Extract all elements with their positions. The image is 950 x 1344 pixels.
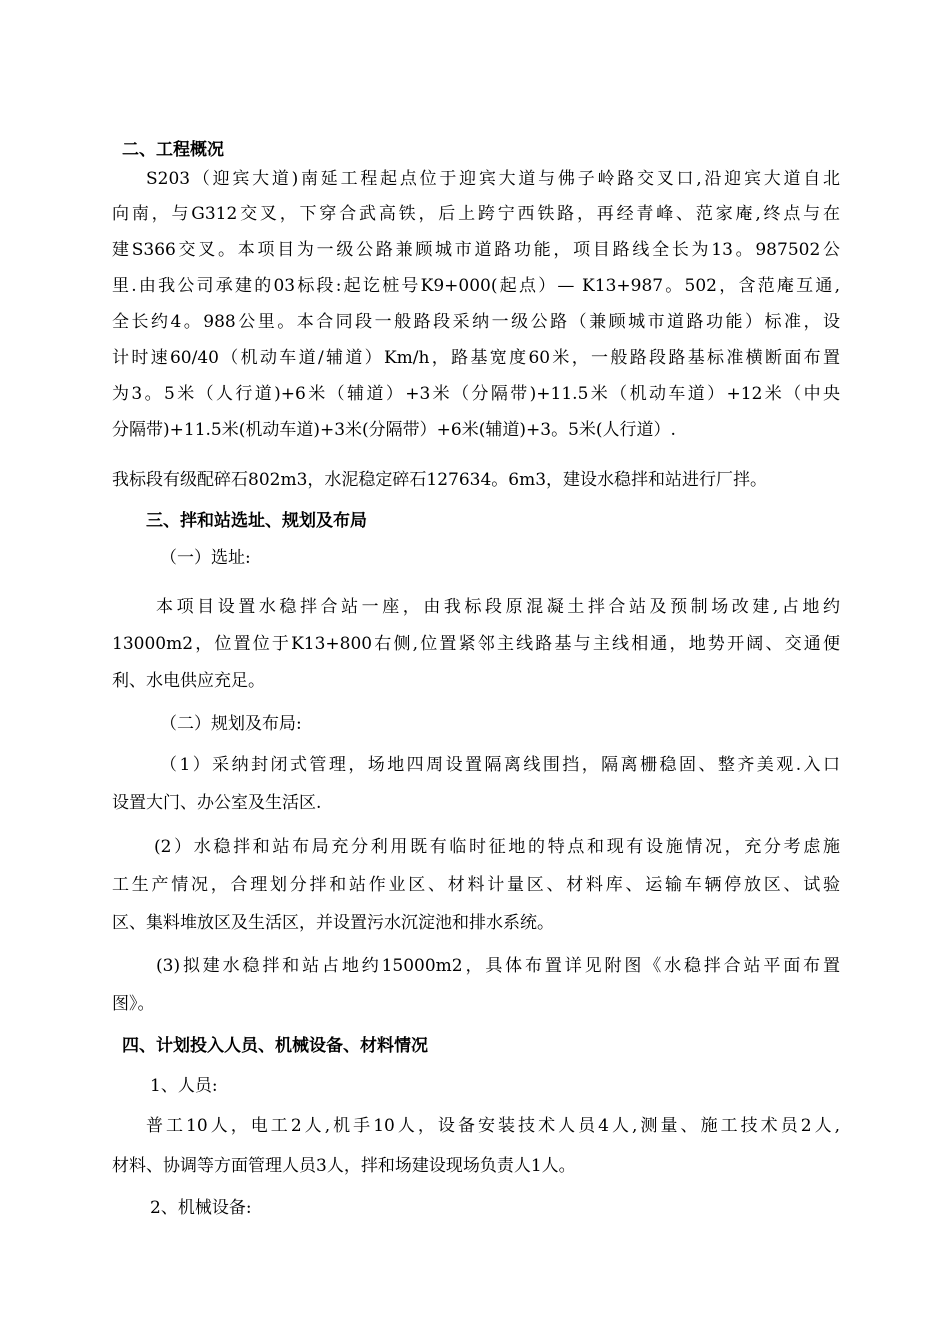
paragraph-line: 分隔带)+11.5米(机动车道)+3米(分隔带）+6米(辅道)+3。5米(人行道）. — [112, 420, 676, 440]
paragraph-line: 利、水电供应充足。 — [112, 671, 265, 691]
subsection-title-site: （一）选址: — [160, 548, 251, 568]
paragraph-line: 建S366交叉。本项目为一级公路兼顾城市道路功能，项目路线全长为13。987502公 — [112, 240, 840, 260]
list-item-line: (3)拟建水稳拌和站占地约15000m2，具体布置详见附图《水稳拌合站平面布置 — [156, 956, 840, 976]
paragraph-line: 计时速60/40（机动车道/辅道）Km/h，路基宽度60米，一般路段路基标准横断面布置 — [112, 348, 840, 368]
paragraph-line: 本项目设置水稳拌合站一座，由我标段原混凝土拌合站及预制场改建,占地约 — [156, 597, 840, 617]
section-heading-resources: 四、计划投入人员、机械设备、材料情况 — [122, 1036, 428, 1056]
paragraph-line: 里.由我公司承建的03标段:起讫桩号K9+000(起点）— K13+987。502，含范庵互通, — [112, 276, 840, 296]
paragraph-line: S203（迎宾大道)南延工程起点位于迎宾大道与佛子岭路交叉口,沿迎宾大道自北 — [146, 169, 840, 189]
paragraph-line: 13000m2，位置位于K13+800右侧,位置紧邻主线路基与主线相通，地势开阔、交通便 — [112, 634, 840, 654]
section-heading-mixing-station: 三、拌和站选址、规划及布局 — [146, 511, 367, 531]
paragraph-line: 材料、协调等方面管理人员3人，拌和场建设现场负责人1人。 — [112, 1156, 576, 1176]
list-item-line: （1）采纳封闭式管理，场地四周设置隔离线围挡，隔离栅稳固、整齐美观.入口 — [160, 755, 840, 775]
section-heading-overview: 二、工程概况 — [122, 140, 224, 160]
subsection-title-personnel: 1、人员: — [150, 1076, 218, 1096]
list-item-line: 区、集料堆放区及生活区，并设置污水沉淀池和排水系统。 — [112, 913, 554, 933]
list-item-line: 图》。 — [112, 994, 155, 1014]
paragraph-line: 全长约4。988公里。本合同段一般路段采纳一级公路（兼顾城市道路功能）标准，设 — [112, 312, 840, 332]
paragraph-line: 我标段有级配碎石802m3，水泥稳定碎石127634。6m3，建设水稳拌和站进行厂拌。 — [112, 470, 768, 490]
paragraph-line: 为3。5米（人行道)+6米（辅道）+3米（分隔带)+11.5米（机动车道）+12米（中央 — [112, 384, 840, 404]
list-item-line: (2）水稳拌和站布局充分利用既有临时征地的特点和现有设施情况，充分考虑施 — [154, 837, 840, 857]
list-item-line: 工生产情况，合理划分拌和站作业区、材料计量区、材料库、运输车辆停放区、试验 — [112, 875, 840, 895]
paragraph-line: 向南，与G312交叉，下穿合武高铁，后上跨宁西铁路，再经青峰、范家庵,终点与在 — [112, 204, 840, 224]
subsection-title-equipment: 2、机械设备: — [150, 1198, 252, 1218]
paragraph-line: 普工10人，电工2人,机手10人，设备安装技术人员4人,测量、施工技术员2人, — [146, 1116, 840, 1136]
list-item-line: 设置大门、办公室及生活区. — [112, 793, 322, 813]
subsection-title-layout: （二）规划及布局: — [160, 714, 302, 734]
